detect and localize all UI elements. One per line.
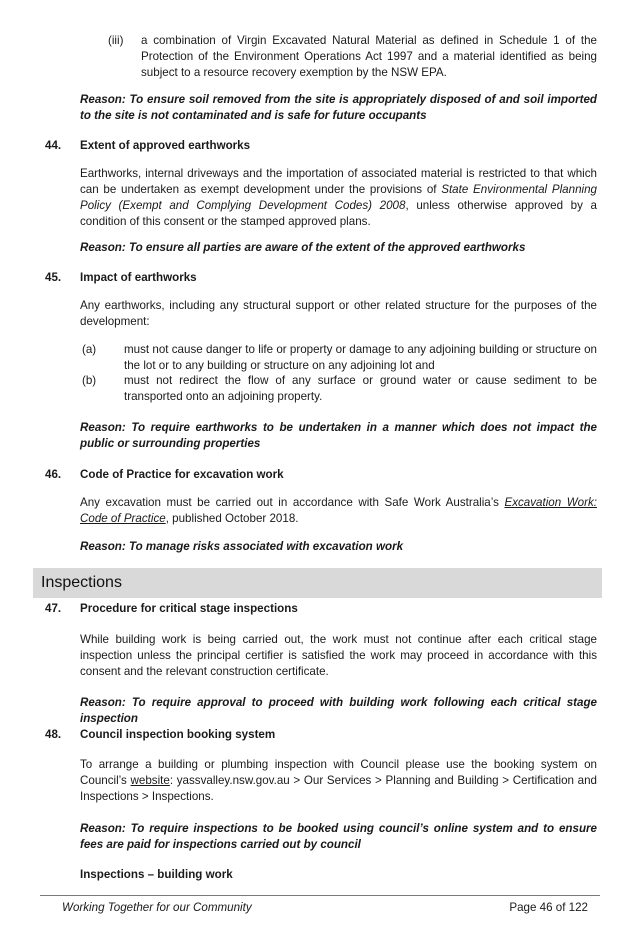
condition-body-48: To arrange a building or plumbing inspection with Council please use the booking system on Council’s website: yassvalley.nsw.gov.au > Our Services > Planning and Building > Certification and Inspections > Inspections. <box>80 758 597 803</box>
condition-body-46: Any excavation must be carried out in accordance with Safe Work Australia’s Excavation Work: Code of Practice, published October 2018. <box>80 496 597 525</box>
footer-tagline: Working Together for our Community <box>62 901 252 914</box>
condition-title-48: Council inspection booking system <box>80 728 276 741</box>
reason-text-46: Reason: To manage risks associated with excavation work <box>80 540 404 553</box>
condition-number-44: 44. <box>45 139 62 152</box>
list-item-label-a: (a) <box>82 343 97 356</box>
subheading: Inspections – building work <box>80 868 233 881</box>
list-item-label: (iii) <box>108 34 124 47</box>
footer-divider <box>40 895 600 896</box>
condition-body-47: While building work is being carried out, the work must not continue after each critical stage inspection unless the principal certifier is satisfied the work may proceed in accordance with this consent and the relevant construction certificate. <box>80 633 597 678</box>
condition-title-46: Code of Practice for excavation work <box>80 468 284 481</box>
reason-text-48: Reason: To require inspections to be booked using council’s online system and to ensure fees are paid for inspections carried out by council <box>80 822 597 851</box>
page-number: Page 46 of 122 <box>509 901 588 914</box>
list-item-text: a combination of Virgin Excavated Natural Material as defined in Schedule 1 of the Protection of the Environment Operations Act 1997 and a material identified as being subject to a resource recovery exemption by the NSW EPA. <box>141 34 597 79</box>
condition-body-44: Earthworks, internal driveways and the importation of associated material is restricted to that which can be undertaken as exempt development under the provisions of State Environmental Planning Policy (Exempt and Complying Development Codes) 2008, unless otherwise approved by a condition of this consent or the stamped approved plans. <box>80 167 598 228</box>
website-link[interactable]: website <box>130 774 170 787</box>
condition-title-44: Extent of approved earthworks <box>80 139 251 152</box>
condition-body-45: Any earthworks, including any structural support or other related structure for the purposes of the development: <box>80 299 597 328</box>
condition-title-47: Procedure for critical stage inspections <box>80 602 298 615</box>
condition-number-45: 45. <box>45 271 62 284</box>
code-of-practice-link[interactable]: Excavation Work: Code of Practice <box>80 496 597 525</box>
reason-text-47: Reason: To require approval to proceed with building work following each critical stage inspection <box>80 696 597 725</box>
condition-title-45: Impact of earthworks <box>80 271 197 284</box>
list-item-text-b: must not redirect the flow of any surface or ground water or cause sediment to be transported onto an adjoining property. <box>124 374 597 403</box>
section-title: Inspections <box>41 574 122 591</box>
reason-text-44: Reason: To ensure all parties are aware of the extent of the approved earthworks <box>80 241 526 254</box>
reason-text-45: Reason: To require earthworks to be undertaken in a manner which does not impact the public or surrounding properties <box>80 421 597 450</box>
reason-text: Reason: To ensure soil removed from the site is appropriately disposed of and soil imported to the site is not contaminated and is safe for future occupants <box>80 93 597 122</box>
condition-number-48: 48. <box>45 728 62 741</box>
condition-number-47: 47. <box>45 602 62 615</box>
section-heading-bar <box>33 568 602 598</box>
condition-number-46: 46. <box>45 468 62 481</box>
list-item-label-b: (b) <box>82 374 97 387</box>
list-item-text-a: must not cause danger to life or property or damage to any adjoining building or structure on the lot or to any building or structure on any adjoining lot and <box>124 343 597 372</box>
